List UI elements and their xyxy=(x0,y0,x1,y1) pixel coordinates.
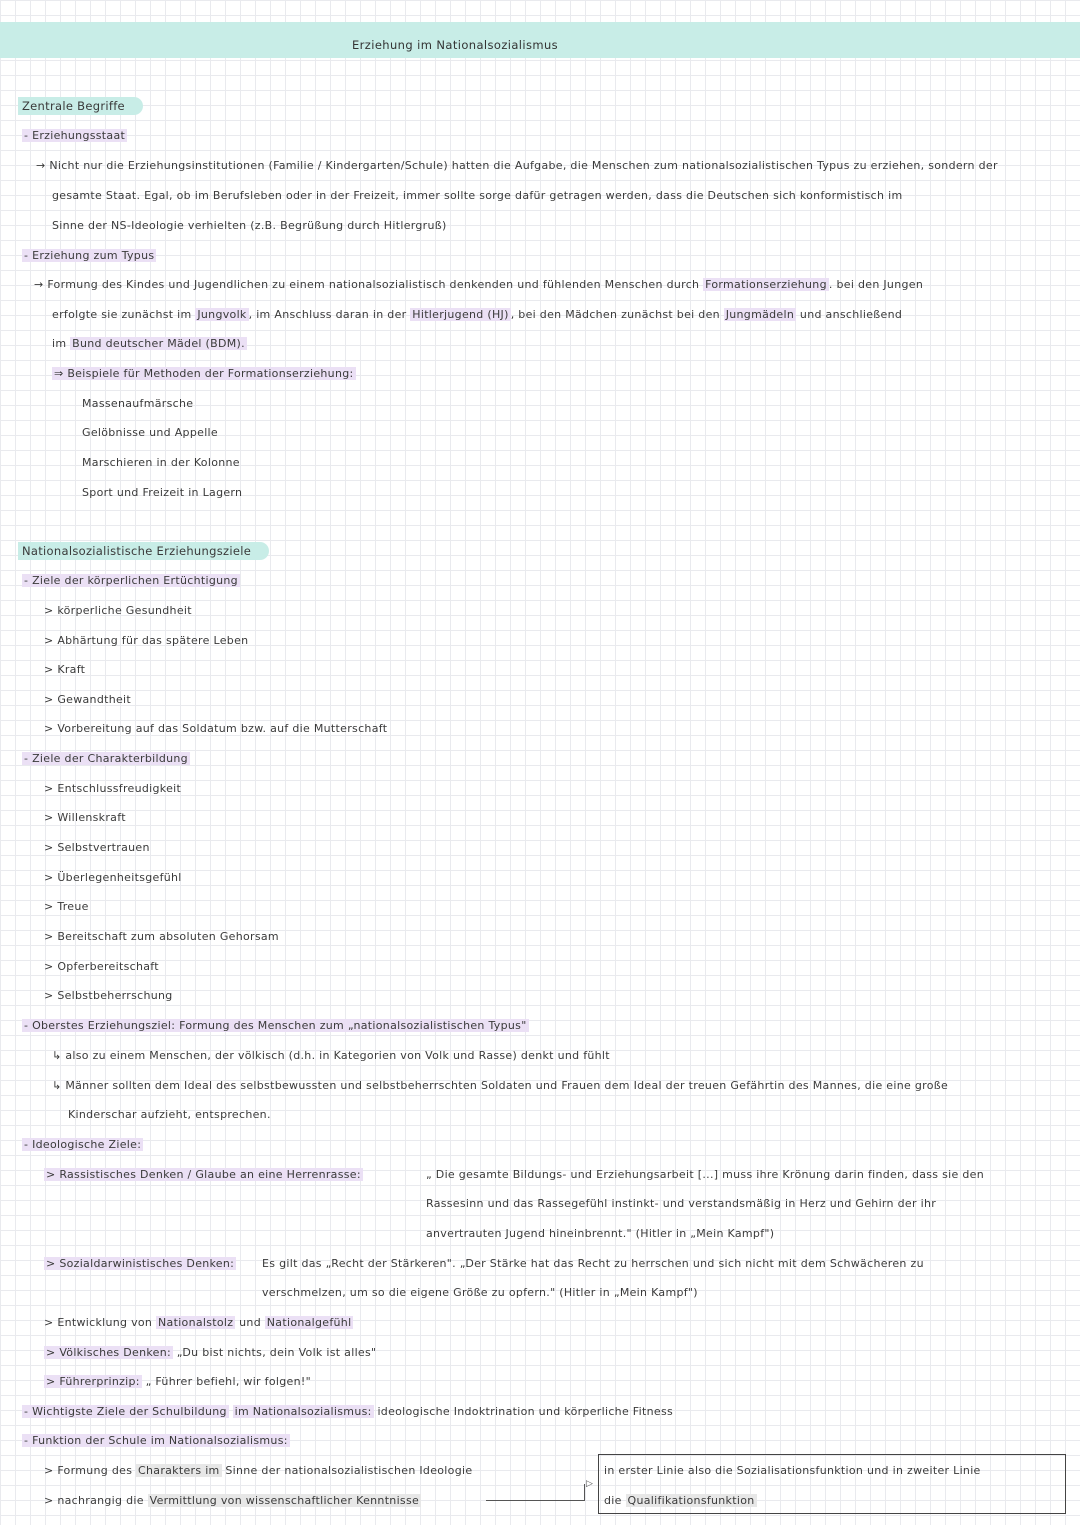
koerper-item: > körperliche Gesundheit xyxy=(44,604,192,617)
page-title: Erziehung im Nationalsozialismus xyxy=(352,38,559,52)
funktion-item-2: > nachrangig die Vermittlung von wissenschaftlicher Kenntnisse xyxy=(44,1494,420,1507)
oberstes-line-3: Kinderschar aufzieht, entsprechen. xyxy=(68,1108,271,1121)
sozialdarwinistisches-label: > Sozialdarwinistisches Denken: xyxy=(46,1257,235,1270)
typus-line-2: erfolgte sie zunächst im Jungvolk , im Anschluss daran in der Hitlerjugend (HJ) , bei den Mädchen zunächst bei den Jungmädeln und anschließend xyxy=(52,308,903,321)
erziehungsstaat-line-3: Sinne der NS-Ideologie verhielten (z.B. Begrüßung durch Hitlergruß) xyxy=(52,219,447,232)
koerper-item: > Gewandtheit xyxy=(44,693,132,706)
funktion-item-1: > Formung des Charakters im Sinne der nationalsozialistischen Ideologie xyxy=(44,1464,473,1477)
arrow-right-icon: ▷ xyxy=(586,1479,594,1489)
charakter-item: > Selbstbeherrschung xyxy=(44,989,173,1002)
koerper-item: > Vorbereitung auf das Soldatum bzw. auf die Mutterschaft xyxy=(44,722,388,735)
charakter-item: > Bereitschaft zum absoluten Gehorsam xyxy=(44,930,279,943)
oberstes-ziel-label: - Oberstes Erziehungsziel: Formung des Menschen zum „nationalsozialistischen Typus" xyxy=(24,1019,527,1032)
sozialdarwinistisches-quote-1: Es gilt das „Recht der Stärkeren". „Der Stärke hat das Recht zu herrschen und sich nicht mit dem Schwächeren zu xyxy=(262,1257,924,1270)
erziehungsstaat-line-1: → Nicht nur die Erziehungsinstitutionen (Familie / Kindergarten/Schule) hatten die Aufgabe, die Menschen zum nationalsozialistischen Typus zu erziehen, sondern der xyxy=(36,159,998,172)
beispiel-item: Massenaufmärsche xyxy=(82,397,194,410)
koerper-item: > Kraft xyxy=(44,663,86,676)
fuehrerprinzip-line: > Führerprinzip: „ Führer befiehl, wir folgen!" xyxy=(46,1375,311,1388)
charakter-item: > Überlegenheitsgefühl xyxy=(44,871,182,884)
typus-line-3: im Bund deutscher Mädel (BDM). xyxy=(52,337,245,350)
voelkisches-line: > Völkisches Denken: „Du bist nichts, dein Volk ist alles" xyxy=(46,1346,377,1359)
oberstes-line-2: ↳ Männer sollten dem Ideal des selbstbewussten und selbstbeherrschten Soldaten und Frauen dem Ideal der treuen Gefährtin des Mannes, die eine große xyxy=(52,1079,949,1092)
sozialdarwinistisches-quote-2: verschmelzen, um so die eigene Größe zu opfern." (Hitler in „Mein Kampf") xyxy=(262,1286,698,1299)
nationalstolz-line: > Entwicklung von Nationalstolz und Nationalgefühl xyxy=(44,1316,352,1329)
ideologische-ziele-label: - Ideologische Ziele: xyxy=(24,1138,142,1151)
typus-line-1: → Formung des Kindes und Jugendlichen zu einem nationalsozialistisch denkenden und fühlenden Menschen durch Formationserziehung . bei den Jungen xyxy=(34,278,924,291)
erziehungsstaat-line-2: gesamte Staat. Egal, ob im Berufsleben oder in der Freizeit, immer sollte sorge dafür getragen werden, dass die Deutschen sich konformistisch im xyxy=(52,189,903,202)
connector-line xyxy=(584,1484,585,1501)
schulbildung-line: - Wichtigste Ziele der Schulbildung im Nationalsozialismus: ideologische Indoktrination und körperliche Fitness xyxy=(24,1405,674,1418)
funktion-label: - Funktion der Schule im Nationalsozialismus: xyxy=(24,1434,288,1447)
rassistisches-quote-2: Rassesinn und das Rassegefühl instinkt- und verstandsmäßig in Herz und Gehirn der ihr xyxy=(426,1197,937,1210)
beispiel-item: Marschieren in der Kolonne xyxy=(82,456,240,469)
rassistisches-quote-3: anvertrauten Jugend hineinbrennt." (Hitler in „Mein Kampf") xyxy=(426,1227,775,1240)
term-erziehungsstaat: - Erziehungsstaat xyxy=(24,129,126,142)
section-heading-erziehungsziele: Nationalsozialistische Erziehungsziele xyxy=(18,543,269,559)
charakter-item: > Entschlussfreudigkeit xyxy=(44,782,182,795)
term-typus: - Erziehung zum Typus xyxy=(24,249,155,262)
ziele-koerper-label: - Ziele der körperlichen Ertüchtigung xyxy=(24,574,238,587)
charakter-item: > Willenskraft xyxy=(44,811,126,824)
charakter-item: > Selbstvertrauen xyxy=(44,841,150,854)
summary-box-line-1: in erster Linie also die Sozialisationsfunktion und in zweiter Linie xyxy=(604,1464,981,1477)
koerper-item: > Abhärtung für das spätere Leben xyxy=(44,634,249,647)
oberstes-line-1: ↳ also zu einem Menschen, der völkisch (d.h. in Kategorien von Volk und Rasse) denkt und fühlt xyxy=(52,1049,610,1062)
section-heading-zentrale-begriffe: Zentrale Begriffe xyxy=(18,98,143,114)
rassistisches-label: > Rassistisches Denken / Glaube an eine Herrenrasse: xyxy=(46,1168,361,1181)
connector-line xyxy=(486,1500,584,1501)
beispiel-item: Sport und Freizeit in Lagern xyxy=(82,486,243,499)
summary-box-line-2: die Qualifikationsfunktion xyxy=(604,1494,755,1507)
beispiele-label: ⇒ Beispiele für Methoden der Formationserziehung: xyxy=(54,367,354,380)
ziele-charakter-label: - Ziele der Charakterbildung xyxy=(24,752,188,765)
charakter-item: > Opferbereitschaft xyxy=(44,960,159,973)
rassistisches-quote-1: „ Die gesamte Bildungs- und Erziehungsarbeit [...] muss ihre Krönung darin finden, dass sie den xyxy=(426,1168,985,1181)
charakter-item: > Treue xyxy=(44,900,89,913)
beispiel-item: Gelöbnisse und Appelle xyxy=(82,426,218,439)
